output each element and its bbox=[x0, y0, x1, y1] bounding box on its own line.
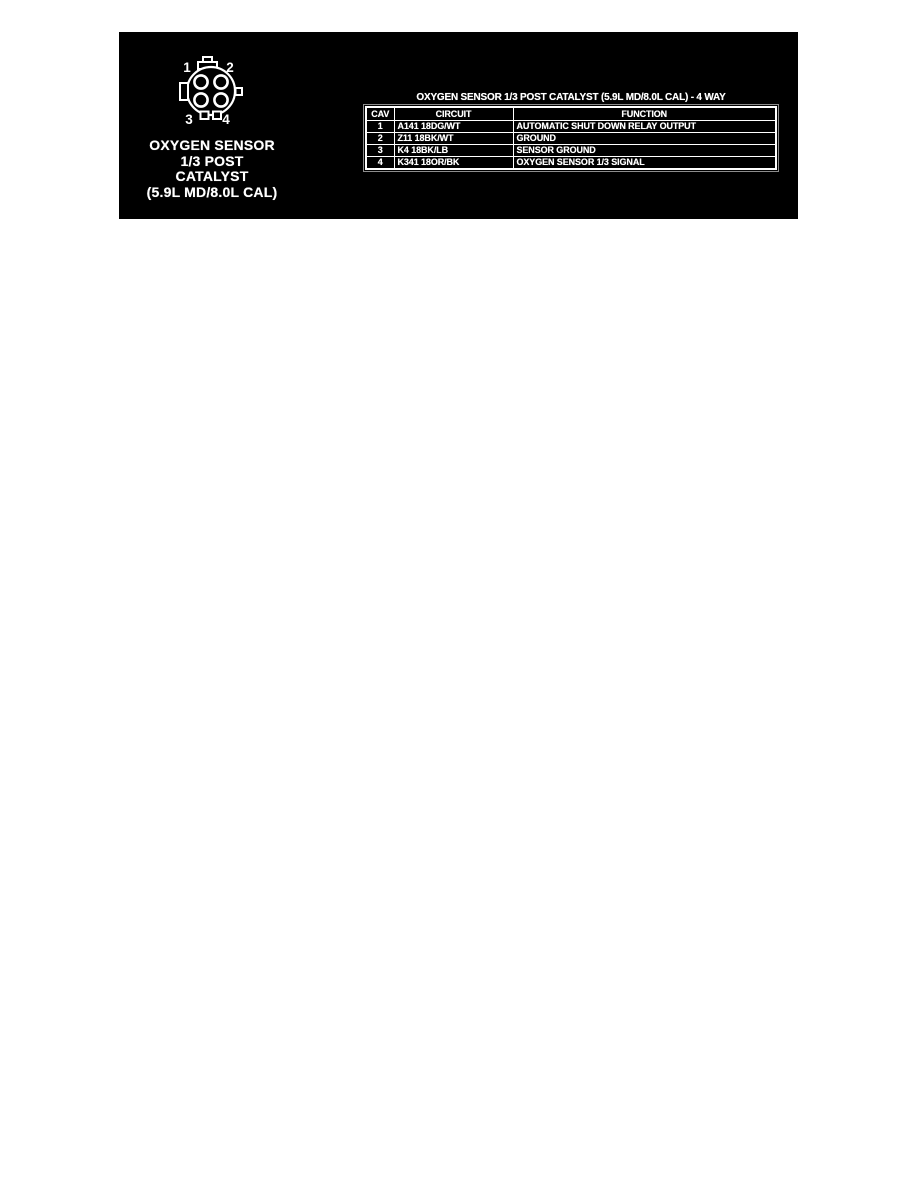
pin-cavity-4 bbox=[214, 93, 227, 106]
cell-function-4: OXYGEN SENSOR 1/3 SIGNAL bbox=[513, 157, 776, 170]
table-row bbox=[366, 145, 776, 157]
table-header-row bbox=[366, 107, 776, 121]
connector-label bbox=[128, 138, 296, 200]
connector-info-panel bbox=[119, 32, 798, 219]
column-header-circuit: CIRCUIT bbox=[394, 107, 513, 121]
cell-circuit-3: K4 18BK/LB bbox=[394, 145, 513, 157]
pinout-table-section bbox=[365, 92, 777, 170]
cell-circuit-2: Z11 18BK/WT bbox=[394, 133, 513, 145]
cell-cav-2: 2 bbox=[366, 133, 394, 145]
pin-cavity-2 bbox=[214, 75, 227, 88]
connector-left-key-tab bbox=[180, 83, 188, 100]
connector-label-line-2: 1/3 POST bbox=[180, 152, 244, 169]
connector-label-line-1: OXYGEN SENSOR bbox=[149, 137, 275, 153]
cell-cav-3: 3 bbox=[366, 145, 394, 157]
cell-cav-1: 1 bbox=[366, 121, 394, 133]
cell-function-2: GROUND bbox=[513, 133, 776, 145]
cell-function-1: AUTOMATIC SHUT DOWN RELAY OUTPUT bbox=[513, 121, 776, 133]
pin-number-1: 1 bbox=[183, 60, 191, 75]
cell-circuit-1: A141 18DG/WT bbox=[394, 121, 513, 133]
cell-cav-4: 4 bbox=[366, 157, 394, 170]
cell-function-3: SENSOR GROUND bbox=[513, 145, 776, 157]
table-row bbox=[366, 157, 776, 170]
column-header-function: FUNCTION bbox=[513, 107, 776, 121]
pin-number-2: 2 bbox=[226, 60, 234, 75]
connector-label-line-3: CATALYST bbox=[175, 168, 249, 184]
pin-number-4: 4 bbox=[222, 112, 230, 127]
connector-face-diagram bbox=[166, 53, 256, 131]
pinout-table bbox=[365, 106, 777, 170]
cell-circuit-4: K341 18OR/BK bbox=[394, 157, 513, 170]
table-row bbox=[366, 133, 776, 145]
pin-cavity-1 bbox=[194, 75, 207, 88]
pin-number-3: 3 bbox=[185, 112, 193, 127]
connector-right-key-tab bbox=[236, 88, 243, 95]
column-header-cav: CAV bbox=[366, 107, 394, 121]
pinout-table-title: OXYGEN SENSOR 1/3 POST CATALYST (5.9L MD/8.0L CAL) - 4 WAY bbox=[416, 92, 726, 103]
table-row bbox=[366, 121, 776, 133]
pin-cavity-3 bbox=[194, 93, 207, 106]
connector-label-line-4: (5.9L MD/8.0L CAL) bbox=[146, 183, 278, 200]
